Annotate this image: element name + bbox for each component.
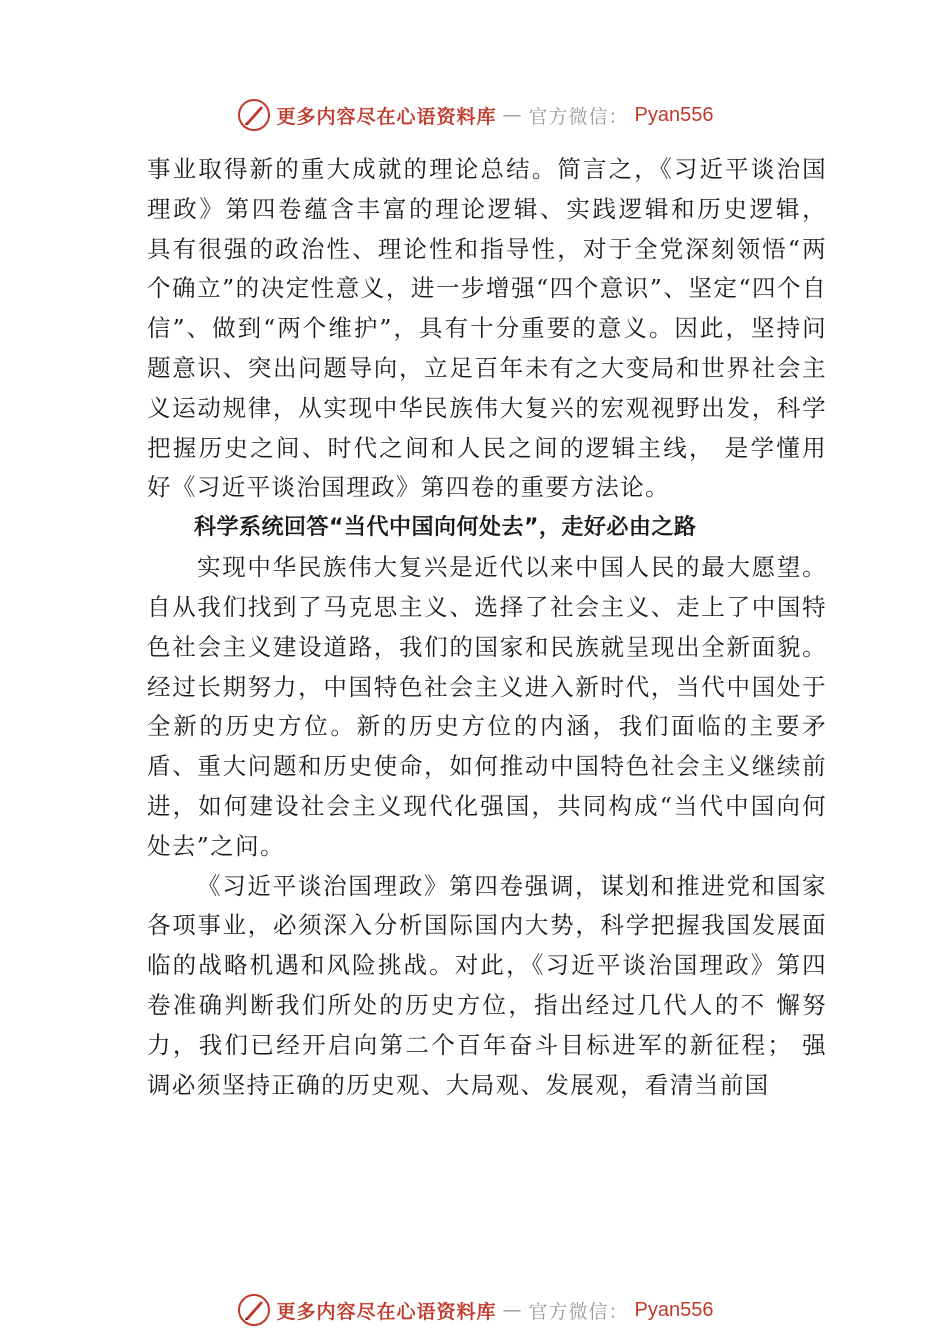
paragraph-1: 事业取得新的重大成就的理论总结。简言之，《习近平谈治国理政》第四卷蕴含丰富的理论逻辑、实践逻辑和历史逻辑， 具有很强的政治性、理论性和指导性，对于全党深刻领悟“两个确立”的决定性意义，进一步增强“四个意识”、坚定“四个自信”、做到“两个维护”，具有十分重要的意义。因此，坚持问题意识、突出问题导向，立足百年未有之大变局和世界社会主义运动规律，从实现中华民族伟大复兴的宏观视野出发，科学把握历史之间、时代之间和人民之间的逻辑主线， 是学懂用好《习近平谈治国理政》第四卷的重要方法论。 <box>147 155 827 502</box>
header-watermark <box>0 95 950 135</box>
footer-watermark <box>0 1290 950 1330</box>
watermark-dash: — <box>502 104 523 126</box>
watermark-library-text: 更多内容尽在心语资料库 <box>276 1300 497 1323</box>
watermark-wechat-id: Pyan556 <box>634 1298 714 1321</box>
section-heading: 科学系统回答“当代中国向何处去”，走好必由之路 <box>194 515 697 541</box>
quill-logo-icon <box>237 98 271 132</box>
watermark-wechat-id: Pyan556 <box>634 103 714 126</box>
paragraph-3: 《习近平谈治国理政》第四卷强调，谋划和推进党和国家各项事业，必须深入分析国际国内大势，科学把握我国发展面临的战略机遇和风险挑战。对此，《习近平谈治国理政》第四卷准确判断我们所处的历史方位，指出经过几代人的不 懈努力，我们已经开启向第二个百年奋斗目标进军的新征程； 强调必须坚持正确的历史观、大局观、发展观，看清当前国 <box>147 871 827 1099</box>
paragraph-2: 实现中华民族伟大复兴是近代以来中国人民的最大愿望。自从我们找到了马克思主义、选择了社会主义、走上了中国特色社会主义建设道路，我们的国家和民族就呈现出全新面貌。经过长期努力，中国特色社会主义进入新时代，当代中国处于全新的历史方位。新的历史方位的内涵，我们面临的主要矛盾、重大问题和历史使命，如何推动中国特色社会主义继续前进，如何建设社会主义现代化强国，共同构成“当代中国向何处去”之问。 <box>147 553 827 860</box>
watermark-wechat-label: 官方微信： <box>528 1300 629 1323</box>
watermark-dash: — <box>502 1299 523 1321</box>
watermark-library-text: 更多内容尽在心语资料库 <box>276 105 497 128</box>
quill-logo-icon <box>237 1293 271 1327</box>
watermark-wechat-label: 官方微信： <box>528 105 629 128</box>
document-body <box>147 150 827 1105</box>
